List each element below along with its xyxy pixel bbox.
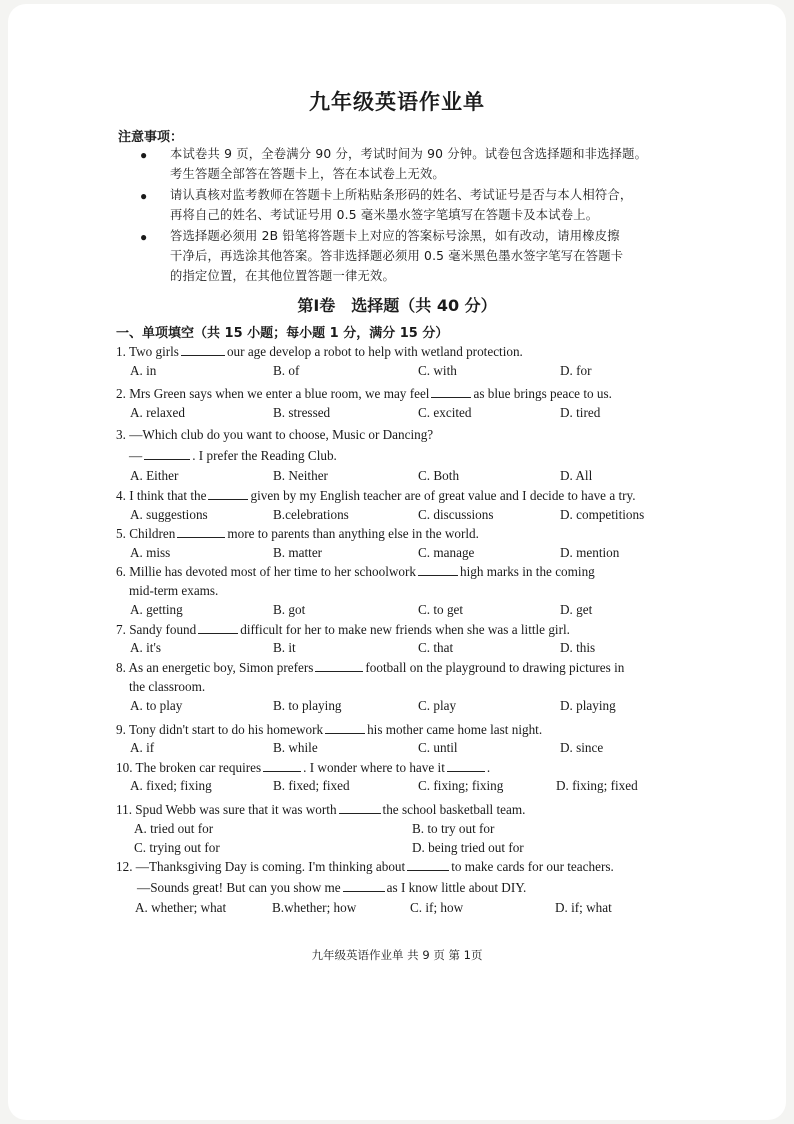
option-c: C. excited — [418, 405, 472, 420]
option-d: D. this — [560, 640, 596, 655]
option-c: C. fixing; fixing — [418, 778, 504, 793]
answer-blank — [418, 563, 458, 576]
answer-blank — [431, 385, 471, 398]
bullet-icon: ● — [140, 189, 148, 203]
answer-blank — [181, 343, 225, 356]
question-text: difficult for her to make new friends when she was a little girl. — [240, 622, 570, 637]
notice-item-1 — [170, 144, 700, 184]
option-b: B.whether; how — [272, 900, 357, 915]
question-text: high marks in the coming — [459, 564, 595, 579]
answer-blank — [198, 621, 238, 634]
option-a: A. fixed; fixing — [130, 778, 212, 793]
question-text: —Sounds great! But can you show me — [137, 880, 341, 895]
answer-blank — [407, 858, 449, 871]
question-3-reply — [129, 446, 701, 465]
question-6-cont — [129, 581, 701, 600]
question-text: 12. —Thanksgiving Day is coming. I'm thinking about — [116, 859, 406, 874]
answer-blank — [315, 659, 363, 672]
question-text: our age develop a robot to help with wetland protection. — [226, 344, 523, 359]
option-a: A. if — [130, 740, 155, 755]
option-c: C. that — [418, 640, 454, 655]
option-b: B.celebrations — [273, 507, 349, 522]
question-4 — [116, 486, 688, 505]
option-d: D. fixing; fixed — [556, 778, 638, 793]
question-text: his mother came home last night. — [367, 722, 543, 737]
option-c: C. until — [418, 740, 458, 755]
option-b: B. to playing — [273, 698, 342, 713]
question-text: mid-term exams. — [129, 583, 219, 598]
option-b: B. fixed; fixed — [273, 778, 350, 793]
options-row — [135, 898, 695, 917]
question-text: . I wonder where to have it — [303, 760, 445, 775]
question-text: football on the playground to drawing pictures in — [365, 660, 625, 675]
question-8 — [116, 658, 688, 677]
question-12 — [116, 857, 688, 876]
question-text: 10. The broken car requires — [116, 760, 262, 775]
section-title: 第Ⅰ卷 选择题（共 40 分） — [297, 296, 497, 315]
option-d: D. tired — [560, 405, 601, 420]
notice-line: 答选择题必须用 2B 铅笔将答题卡上对应的答案标号涂黑，如有改动，请用橡皮擦 — [170, 229, 620, 243]
option-c: C. to get — [418, 602, 464, 617]
question-text: 5. Children — [116, 526, 176, 541]
options-row — [130, 819, 690, 838]
question-7 — [116, 620, 688, 639]
option-a: A. whether; what — [135, 900, 227, 915]
option-b: B. got — [273, 602, 306, 617]
options-row — [130, 600, 690, 619]
question-12-reply — [137, 878, 692, 897]
option-b: B. Neither — [273, 468, 328, 483]
question-text: . — [486, 760, 491, 775]
page-footer: 九年级英语作业单 共 9 页 第 1页 — [311, 948, 483, 962]
question-2 — [116, 384, 688, 403]
question-text: the school basketball team. — [382, 802, 526, 817]
option-c: C. if; how — [410, 900, 464, 915]
question-text: to make cards for our teachers. — [451, 859, 614, 874]
option-c: C. discussions — [418, 507, 494, 522]
answer-blank — [177, 525, 225, 538]
answer-blank — [339, 801, 381, 814]
options-row — [130, 776, 690, 795]
question-9 — [116, 720, 688, 739]
question-text: — — [129, 448, 143, 463]
option-d: D. playing — [560, 698, 616, 713]
options-row — [130, 466, 690, 485]
option-b: B. to try out for — [412, 821, 495, 836]
question-text: 8. As an energetic boy, Simon prefers — [116, 660, 314, 675]
question-3 — [116, 425, 688, 444]
question-text: 9. Tony didn't start to do his homework — [116, 722, 324, 737]
question-text: 6. Millie has devoted most of her time to her schoolwork — [116, 564, 416, 579]
notice-line: 请认真核对监考教师在答题卡上所粘贴条形码的姓名、考试证号是否与本人相符合， — [170, 188, 633, 202]
option-d: D. for — [560, 363, 592, 378]
option-b: B. matter — [273, 545, 323, 560]
answer-blank — [343, 879, 385, 892]
question-5 — [116, 524, 688, 543]
notice-item-2 — [170, 185, 700, 225]
option-a: A. getting — [130, 602, 183, 617]
question-6 — [116, 562, 688, 581]
option-a: A. miss — [130, 545, 171, 560]
options-row — [130, 361, 690, 380]
question-text: 11. Spud Webb was sure that it was worth — [116, 802, 337, 817]
option-d: D. competitions — [560, 507, 645, 522]
option-a: A. to play — [130, 698, 183, 713]
question-11 — [116, 800, 688, 819]
question-8-cont — [129, 677, 701, 696]
options-row — [130, 505, 690, 524]
question-text: as blue brings peace to us. — [473, 386, 612, 401]
question-text: 7. Sandy found — [116, 622, 197, 637]
bullet-icon: ● — [140, 230, 148, 244]
option-d: D. since — [560, 740, 604, 755]
option-d: D. being tried out for — [412, 840, 524, 855]
part-title: 一、单项填空（共 15 小题；每小题 1 分，满分 15 分） — [116, 326, 449, 341]
answer-blank — [144, 447, 190, 460]
option-d: D. mention — [560, 545, 620, 560]
option-c: C. trying out for — [134, 840, 220, 855]
options-row — [130, 543, 690, 562]
option-b: B. it — [273, 640, 296, 655]
question-text: 1. Two girls — [116, 344, 179, 359]
question-text: 2. Mrs Green says when we enter a blue room, we may feel — [116, 386, 430, 401]
notice-line: 干净后，再选涂其他答案。答非选择题必须用 0.5 毫米黑色墨水签字笔写在答题卡 — [170, 249, 624, 263]
option-c: C. with — [418, 363, 457, 378]
notice-line: 考生答题全部答在答题卡上，答在本试卷上无效。 — [170, 167, 445, 181]
option-b: B. of — [273, 363, 300, 378]
option-a: A. relaxed — [130, 405, 185, 420]
option-d: D. All — [560, 468, 593, 483]
question-10 — [116, 758, 688, 777]
question-text: more to parents than anything else in the world. — [227, 526, 479, 541]
question-1 — [116, 342, 688, 361]
notice-line: 本试卷共 9 页，全卷满分 90 分，考试时间为 90 分钟。试卷包含选择题和非选择题。 — [170, 147, 648, 161]
answer-blank — [447, 759, 485, 772]
options-row — [130, 638, 690, 657]
page-title: 九年级英语作业单 — [309, 90, 485, 114]
notice-line: 的指定位置，在其他位置答题一律无效。 — [170, 269, 395, 283]
notice-item-3 — [170, 226, 700, 286]
option-a: A. suggestions — [130, 507, 208, 522]
bullet-icon: ● — [140, 148, 148, 162]
option-c: C. Both — [418, 468, 460, 483]
option-a: A. tried out for — [134, 821, 214, 836]
option-c: C. play — [418, 698, 457, 713]
question-text: 3. —Which club do you want to choose, Music or Dancing? — [116, 427, 434, 442]
question-text: 4. I think that the — [116, 488, 207, 503]
option-a: A. Either — [130, 468, 179, 483]
option-d: D. if; what — [555, 900, 612, 915]
options-row — [130, 738, 690, 757]
answer-blank — [325, 721, 365, 734]
question-text: as I know little about DIY. — [386, 880, 527, 895]
notice-heading: 注意事项： — [118, 130, 184, 145]
option-a: A. it's — [130, 640, 161, 655]
question-text: the classroom. — [129, 679, 206, 694]
option-c: C. manage — [418, 545, 475, 560]
options-row — [130, 696, 690, 715]
answer-blank — [263, 759, 301, 772]
options-row — [130, 838, 690, 857]
options-row — [130, 403, 690, 422]
option-a: A. in — [130, 363, 157, 378]
answer-blank — [208, 487, 248, 500]
option-d: D. get — [560, 602, 593, 617]
option-b: B. while — [273, 740, 318, 755]
question-text: given by my English teacher are of great value and I decide to have a try. — [250, 488, 636, 503]
option-b: B. stressed — [273, 405, 331, 420]
question-text: . I prefer the Reading Club. — [192, 448, 337, 463]
notice-line: 再将自己的姓名、考试证号用 0.5 毫米墨水签字笔填写在答题卡及本试卷上。 — [170, 208, 599, 222]
